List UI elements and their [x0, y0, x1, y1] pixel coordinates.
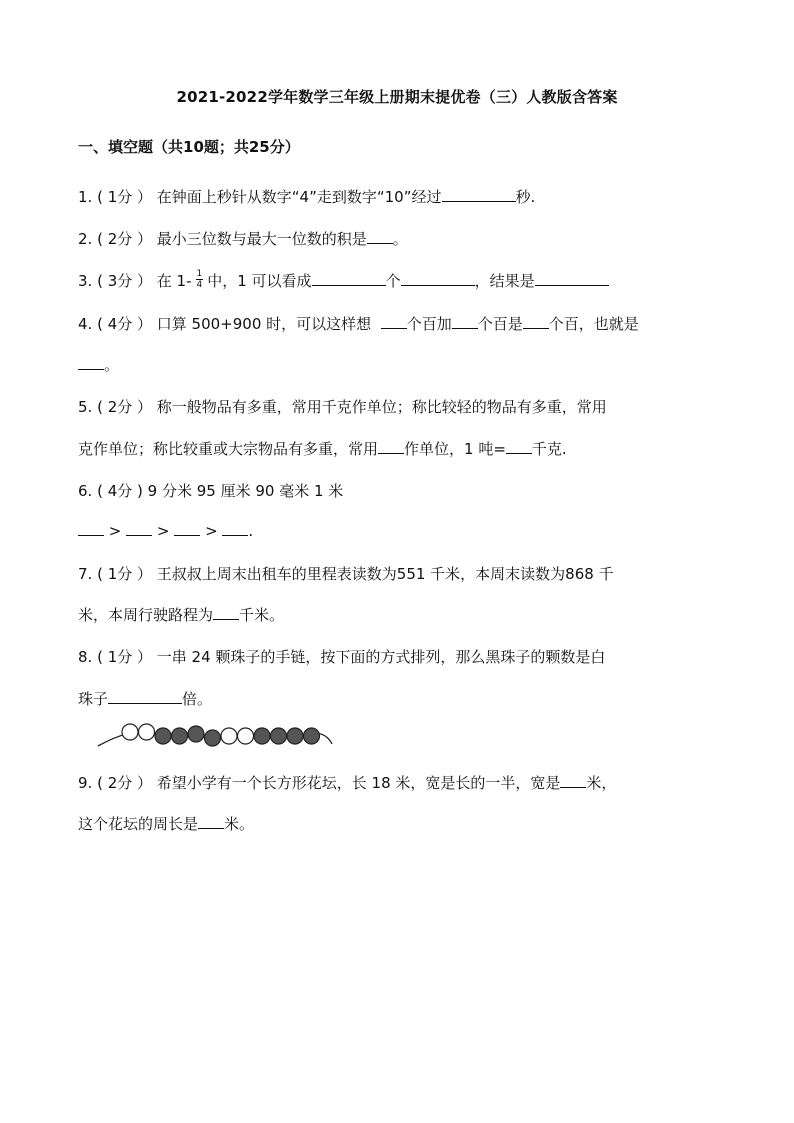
fraction-denominator: 4: [196, 280, 203, 290]
answer-blank: [523, 314, 549, 329]
q7-text: 米，本周行驶路程为: [78, 606, 214, 624]
q4-text: 4. ( 4分 ） 口算 500+900 时，可以这样想: [78, 315, 372, 333]
answer-blank: [108, 689, 182, 704]
white-bead: [238, 728, 254, 744]
answer-blank: [174, 521, 200, 536]
greater-than: >: [108, 522, 122, 540]
q5-text-3: 千克.: [531, 440, 567, 458]
fraction-numerator: 1: [196, 269, 203, 279]
q1-text: 1. ( 1分 ） 在钟面上秒针从数字“4”走到数字“10”经过: [78, 188, 442, 206]
black-bead: [172, 728, 188, 744]
q8-line-1: 8. ( 1分 ） 一串 24 颗珠子的手链，按下面的方式排列，那么黑珠子的颗数是白: [78, 648, 606, 666]
bead-bracelet-figure: [96, 718, 336, 754]
black-bead: [287, 728, 303, 744]
q2-end: 。: [392, 230, 408, 248]
q5-line-1: 5. ( 2分 ） 称一般物品有多重，常用千克作单位；称比较轻的物品有多重，常用: [78, 398, 607, 416]
q9-text-3: 这个花坛的周长是: [78, 815, 199, 833]
black-bead: [304, 728, 320, 744]
answer-blank: [381, 314, 407, 329]
question-4-cont: [78, 354, 119, 375]
q6-end: .: [248, 522, 254, 540]
q3-text: 3. ( 3分 ） 在 1-: [78, 272, 192, 290]
answer-blank: [367, 229, 393, 244]
q9-text: 9. ( 2分 ） 希望小学有一个长方形花坛，长 18 米，宽是长的一半，宽是: [78, 774, 561, 792]
black-bead: [155, 728, 171, 744]
black-bead: [254, 728, 270, 744]
question-5: [78, 396, 607, 417]
q5-text: 克作单位；称比较重或大宗物品有多重，常用: [78, 440, 379, 458]
answer-blank: [213, 605, 239, 620]
q8-text-2: 倍。: [182, 690, 213, 708]
answer-blank: [506, 439, 532, 454]
q5-text-2: 作单位，1 吨=: [404, 440, 506, 458]
q7-line-1: 7. ( 1分 ） 王叔叔上周末出租车的里程表读数为551 千米，本周末读数为868 千: [78, 565, 614, 583]
question-9-cont: [78, 813, 254, 834]
black-bead: [188, 726, 204, 742]
answer-blank: [560, 773, 586, 788]
black-bead: [205, 730, 221, 746]
question-5-cont: [78, 438, 567, 459]
q9-text-2: 米，: [586, 774, 617, 792]
question-6: [78, 480, 343, 501]
answer-blank: [401, 271, 475, 286]
page-title: 2021-2022学年数学三年级上册期末提优卷（三）人教版含答案: [176, 88, 618, 106]
q9-text-4: 米。: [224, 815, 255, 833]
q4-end: 。: [104, 356, 120, 374]
question-3: [78, 270, 609, 292]
q3-text-4: ，结果是: [474, 272, 535, 290]
q1-unit: 秒.: [515, 188, 536, 206]
answer-blank: [78, 355, 104, 370]
white-bead: [221, 728, 237, 744]
question-6-cont: [78, 521, 253, 540]
q4-text-3: 个百是: [477, 315, 523, 333]
question-7-cont: [78, 604, 284, 625]
greater-than: >: [205, 522, 218, 540]
q8-text: 珠子: [78, 690, 109, 708]
q7-text-2: 千米。: [239, 606, 285, 624]
fraction: [196, 269, 204, 290]
answer-blank: [378, 439, 404, 454]
question-9: [78, 772, 616, 793]
white-bead: [122, 724, 138, 740]
q4-text-2: 个百加: [406, 315, 452, 333]
question-4: [78, 313, 639, 334]
question-7: [78, 563, 614, 584]
answer-blank: [126, 521, 152, 536]
answer-blank: [312, 271, 386, 286]
black-bead: [271, 728, 287, 744]
answer-blank: [452, 314, 478, 329]
answer-blank: [198, 814, 224, 829]
section-heading: 一、填空题（共10题；共25分）: [78, 138, 300, 156]
q4-text-4: 个百，也就是: [548, 315, 639, 333]
question-8-cont: [78, 688, 212, 709]
q3-text-2: 中，1 可以看成: [207, 272, 312, 290]
question-1: [78, 186, 535, 207]
question-2: [78, 228, 408, 249]
greater-than: >: [156, 522, 170, 540]
answer-blank: [442, 187, 516, 202]
q6-line-1: 6. ( 4分 ) 9 分米 95 厘米 90 毫米 1 米: [78, 482, 344, 500]
question-8: [78, 646, 605, 667]
answer-blank: [535, 271, 609, 286]
white-bead: [139, 724, 155, 740]
q3-text-3: 个: [385, 272, 401, 290]
q2-text: 2. ( 2分 ） 最小三位数与最大一位数的积是: [78, 230, 367, 248]
answer-blank: [222, 521, 248, 536]
answer-blank: [78, 521, 104, 536]
